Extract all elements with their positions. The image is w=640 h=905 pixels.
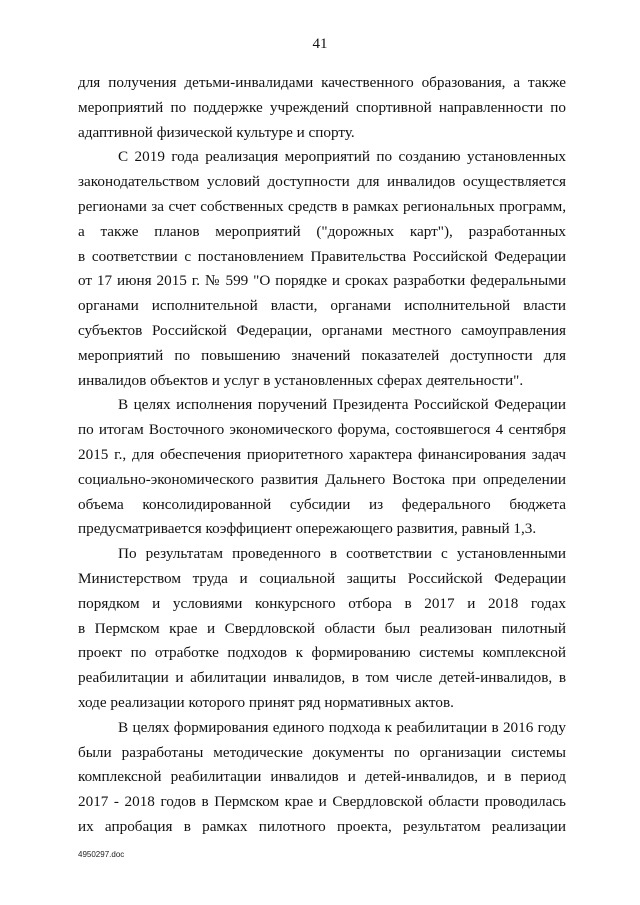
text-line: субъектов Российской Федерации, органами местного самоуправления <box>78 321 566 339</box>
text-line: регионами за счет собственных средств в рамках региональных программ, <box>78 197 566 215</box>
text-line: инвалидов объектов и услуг в установленных сферах деятельности". <box>78 371 524 389</box>
paragraph <box>78 71 566 145</box>
text-line: Министерством труда и социальной защиты Российской Федерации <box>78 569 566 587</box>
text-line: 2017 - 2018 годов в Пермском крае и Свердловской области проводилась <box>78 793 566 811</box>
text-line: в соответствии с постановлением Правительства Российской Федерации <box>78 247 566 265</box>
text-line: адаптивной физической культуре и спорту. <box>78 123 355 141</box>
text-line: предусматривается коэффициент опережающего развития, равный 1,3. <box>78 520 537 538</box>
text-line: законодательством условий доступности для инвалидов осуществляется <box>78 173 566 191</box>
text-line: проект по отработке подходов к формированию системы комплексной <box>78 644 566 662</box>
paragraph <box>78 542 566 716</box>
text-line: по итогам Восточного экономического форума, состоявшегося 4 сентября <box>78 421 566 439</box>
text-line: объема консолидированной субсидии из федерального бюджета <box>78 495 566 513</box>
text-line: от 17 июня 2015 г. № 599 "О порядке и сроках разработки федеральными <box>78 272 566 290</box>
text-line: мероприятий по повышению значений показателей доступности для <box>78 346 566 364</box>
text-line: В целях формирования единого подхода к реабилитации в 2016 году <box>118 718 566 736</box>
text-line: а также планов мероприятий ("дорожных карт"), разработанных <box>78 222 566 240</box>
text-line: реабилитации и абилитации инвалидов, в том числе детей-инвалидов, в <box>78 669 566 687</box>
text-line: комплексной реабилитации инвалидов и детей-инвалидов, и в период <box>78 768 566 786</box>
text-line: социально-экономического развития Дальнего Востока при определении <box>78 470 566 488</box>
text-line: мероприятий по поддержке учреждений спортивной направленности по <box>78 98 566 116</box>
text-line: органами исполнительной власти, органами исполнительной власти <box>78 297 566 315</box>
text-line: для получения детьми-инвалидами качественного образования, а также <box>78 74 566 91</box>
text-line: в Пермском крае и Свердловской области был реализован пилотный <box>78 619 566 637</box>
paragraph <box>78 393 566 542</box>
text-line: С 2019 года реализация мероприятий по созданию установленных <box>118 148 566 166</box>
text-line: их апробация в рамках пилотного проекта, результатом реализации <box>78 817 566 835</box>
text-line: В целях исполнения поручений Президента Российской Федерации <box>118 396 566 414</box>
paragraph <box>78 716 566 840</box>
text-line: порядком и условиями конкурсного отбора в 2017 и 2018 годах <box>78 594 566 612</box>
document-filename-footer: 4950297.doc <box>78 850 125 859</box>
text-line: были разработаны методические документы по организации системы <box>78 743 566 761</box>
document-body <box>78 71 566 840</box>
text-line: По результатам проведенного в соответствии с установленными <box>118 545 566 563</box>
paragraph <box>78 145 566 393</box>
page-number: 41 <box>312 36 328 52</box>
text-line: ходе реализации которого принят ряд нормативных актов. <box>78 693 454 711</box>
text-line: 2015 г., для обеспечения приоритетного характера финансирования задач <box>78 445 566 463</box>
